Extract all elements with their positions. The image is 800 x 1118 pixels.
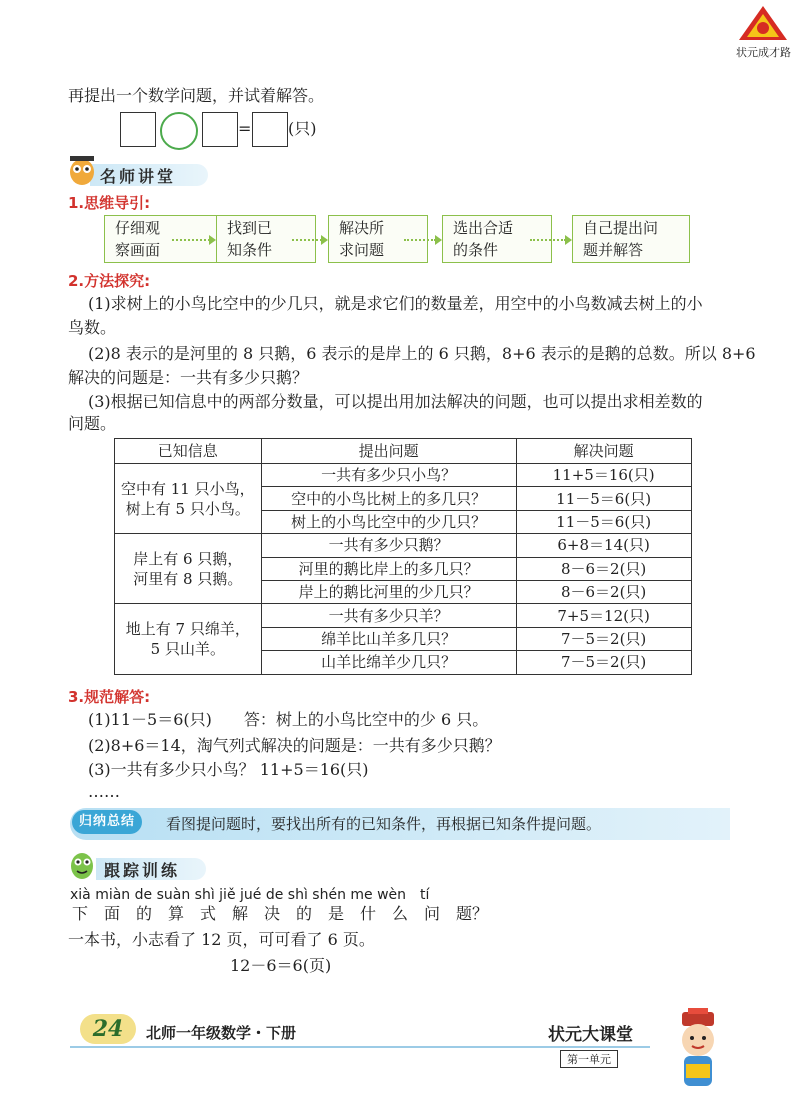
info-line: 岸上有 6 只鹅， xyxy=(133,549,243,568)
answer-cell: 11－5＝6(只) xyxy=(516,510,691,533)
info-cell xyxy=(115,604,262,674)
table-row xyxy=(115,464,692,487)
question-cell: 一共有多少只羊？ xyxy=(261,604,516,627)
question-cell: 树上的小鸟比空中的少几只？ xyxy=(261,510,516,533)
step3-answer-3: (3)一共有多少只小鸟？ 11+5＝16(只) xyxy=(88,760,369,779)
table-header-row xyxy=(115,439,692,464)
question-cell: 绵羊比山羊多几只？ xyxy=(261,627,516,650)
step1-heading: 1.思维导引: xyxy=(68,194,151,212)
info-table xyxy=(114,438,692,675)
table-header-cell: 已知信息 xyxy=(115,439,262,464)
flow-step-5-line2: 题并解答 xyxy=(583,241,644,259)
answer-box-result[interactable] xyxy=(252,112,288,147)
teacher-owl-icon xyxy=(66,152,98,188)
step2-p3-line1: (3)根据已知信息中的两部分数量，可以提出用加法解决的问题，也可以提出求相差数的 xyxy=(88,392,703,411)
flow-step-1-line2: 察画面 xyxy=(115,241,161,259)
step2-heading: 2.方法探究: xyxy=(68,272,151,290)
step3-answer-1: (1)11－5＝6(只) 答：树上的小鸟比空中的少 6 只。 xyxy=(88,710,489,729)
unit-label: (只) xyxy=(288,119,317,138)
answer-cell: 11+5＝16(只) xyxy=(516,464,691,487)
answer-cell: 7+5＝12(只) xyxy=(516,604,691,627)
question-cell: 山羊比绵羊少几只？ xyxy=(261,651,516,674)
answer-cell: 8－6＝2(只) xyxy=(516,580,691,603)
flow-arrow-4 xyxy=(530,239,566,243)
answer-cell: 7－5＝2(只) xyxy=(516,627,691,650)
teacher-section-title: 名师讲堂 xyxy=(100,167,177,186)
flow-step-3-line1: 解决所 xyxy=(339,219,385,237)
info-line: 5 只山羊。 xyxy=(150,639,225,658)
question-cell: 空中的小鸟比树上的多几只？ xyxy=(261,487,516,510)
info-line: 河里有 8 只鹅。 xyxy=(133,569,243,588)
footer-book-title: 北师一年级数学・下册 xyxy=(146,1024,297,1042)
step2-p1-line2: 鸟数。 xyxy=(68,318,117,337)
summary-text: 看图提问题时，要找出所有的已知条件，再根据已知条件提问题。 xyxy=(166,815,602,833)
mascot-scholar-icon xyxy=(668,1008,728,1098)
step2-p1-line1: (1)求树上的小鸟比空中的少几只，就是求它们的数量差，用空中的小鸟数减去树上的小 xyxy=(88,294,703,313)
summary-label: 归纳总结 xyxy=(72,810,142,834)
step2-p2-line2: 解决的问题是：一共有多少只鹅？ xyxy=(68,368,309,387)
info-line: 空中有 11 只小鸟， xyxy=(121,479,255,498)
flow-step-4-line1: 选出合适 xyxy=(453,219,514,237)
flow-step-4-line2: 的条件 xyxy=(453,241,499,259)
practice-formula: 12－6＝6(页) xyxy=(230,956,332,975)
publisher-logo-icon xyxy=(735,4,791,46)
step2-p3-line2: 问题。 xyxy=(68,414,117,433)
table-header-cell: 提出问题 xyxy=(261,439,516,464)
question-cell: 河里的鹅比岸上的多几只？ xyxy=(261,557,516,580)
flow-arrow-2 xyxy=(292,239,322,243)
practice-section-title: 跟踪训练 xyxy=(104,861,181,880)
intro-text: 再提出一个数学问题，并试着解答。 xyxy=(68,86,325,105)
flow-arrow-1 xyxy=(172,239,210,243)
flow-step-2-line2: 知条件 xyxy=(227,241,273,259)
step2-p2-line1: (2)8 表示的是河里的 8 只鹅，6 表示的是岸上的 6 只鹅，8+6 表示的是鹅的总数。所以 8+6 xyxy=(88,344,756,363)
practice-pinyin: xià miàn de suàn shì jiě jué de shì shén me wèn tí xyxy=(70,887,430,903)
equals-sign: = xyxy=(238,119,252,138)
flow-arrow-3 xyxy=(404,239,436,243)
practice-problem: 一本书，小志看了 12 页，可可看了 6 页。 xyxy=(68,930,375,949)
flow-step-3-line2: 求问题 xyxy=(339,241,385,259)
info-line: 树上有 5 只小鸟。 xyxy=(125,499,250,518)
answer-cell: 11－5＝6(只) xyxy=(516,487,691,510)
page-number: 24 xyxy=(80,1014,136,1044)
question-cell: 一共有多少只小鸟？ xyxy=(261,464,516,487)
answer-cell: 6+8＝14(只) xyxy=(516,534,691,557)
flow-step-2-line1: 找到已 xyxy=(227,219,273,237)
footer-unit: 第一单元 xyxy=(560,1050,618,1068)
step3-answer-2: (2)8+6＝14，淘气列式解决的问题是：一共有多少只鹅？ xyxy=(88,736,501,755)
practice-question: 下 面 的 算 式 解 决 的 是 什 么 问 题？ xyxy=(72,904,489,923)
flow-step-5-line1: 自己提出问 xyxy=(583,219,659,237)
footer-brand: 状元大课堂 xyxy=(548,1025,633,1045)
info-cell xyxy=(115,534,262,604)
operator-circle[interactable] xyxy=(160,112,198,150)
question-cell: 岸上的鹅比河里的少几只？ xyxy=(261,580,516,603)
table-row xyxy=(115,534,692,557)
footer-line xyxy=(70,1046,650,1048)
info-cell xyxy=(115,464,262,534)
answer-cell: 7－5＝2(只) xyxy=(516,651,691,674)
step3-heading: 3.规范解答: xyxy=(68,688,151,706)
flow-step-1-line1: 仔细观 xyxy=(115,219,161,237)
question-cell: 一共有多少只鹅？ xyxy=(261,534,516,557)
flow-step-5 xyxy=(572,215,690,263)
table-header-cell: 解决问题 xyxy=(516,439,691,464)
step3-ellipsis: …… xyxy=(88,782,120,801)
answer-cell: 8－6＝2(只) xyxy=(516,557,691,580)
answer-box-1[interactable] xyxy=(120,112,156,147)
info-line: 地上有 7 只绵羊， xyxy=(125,619,250,638)
answer-box-2[interactable] xyxy=(202,112,238,147)
logo-text: 状元成才路 xyxy=(736,46,791,59)
table-row xyxy=(115,604,692,627)
practice-mascot-icon xyxy=(66,846,98,882)
